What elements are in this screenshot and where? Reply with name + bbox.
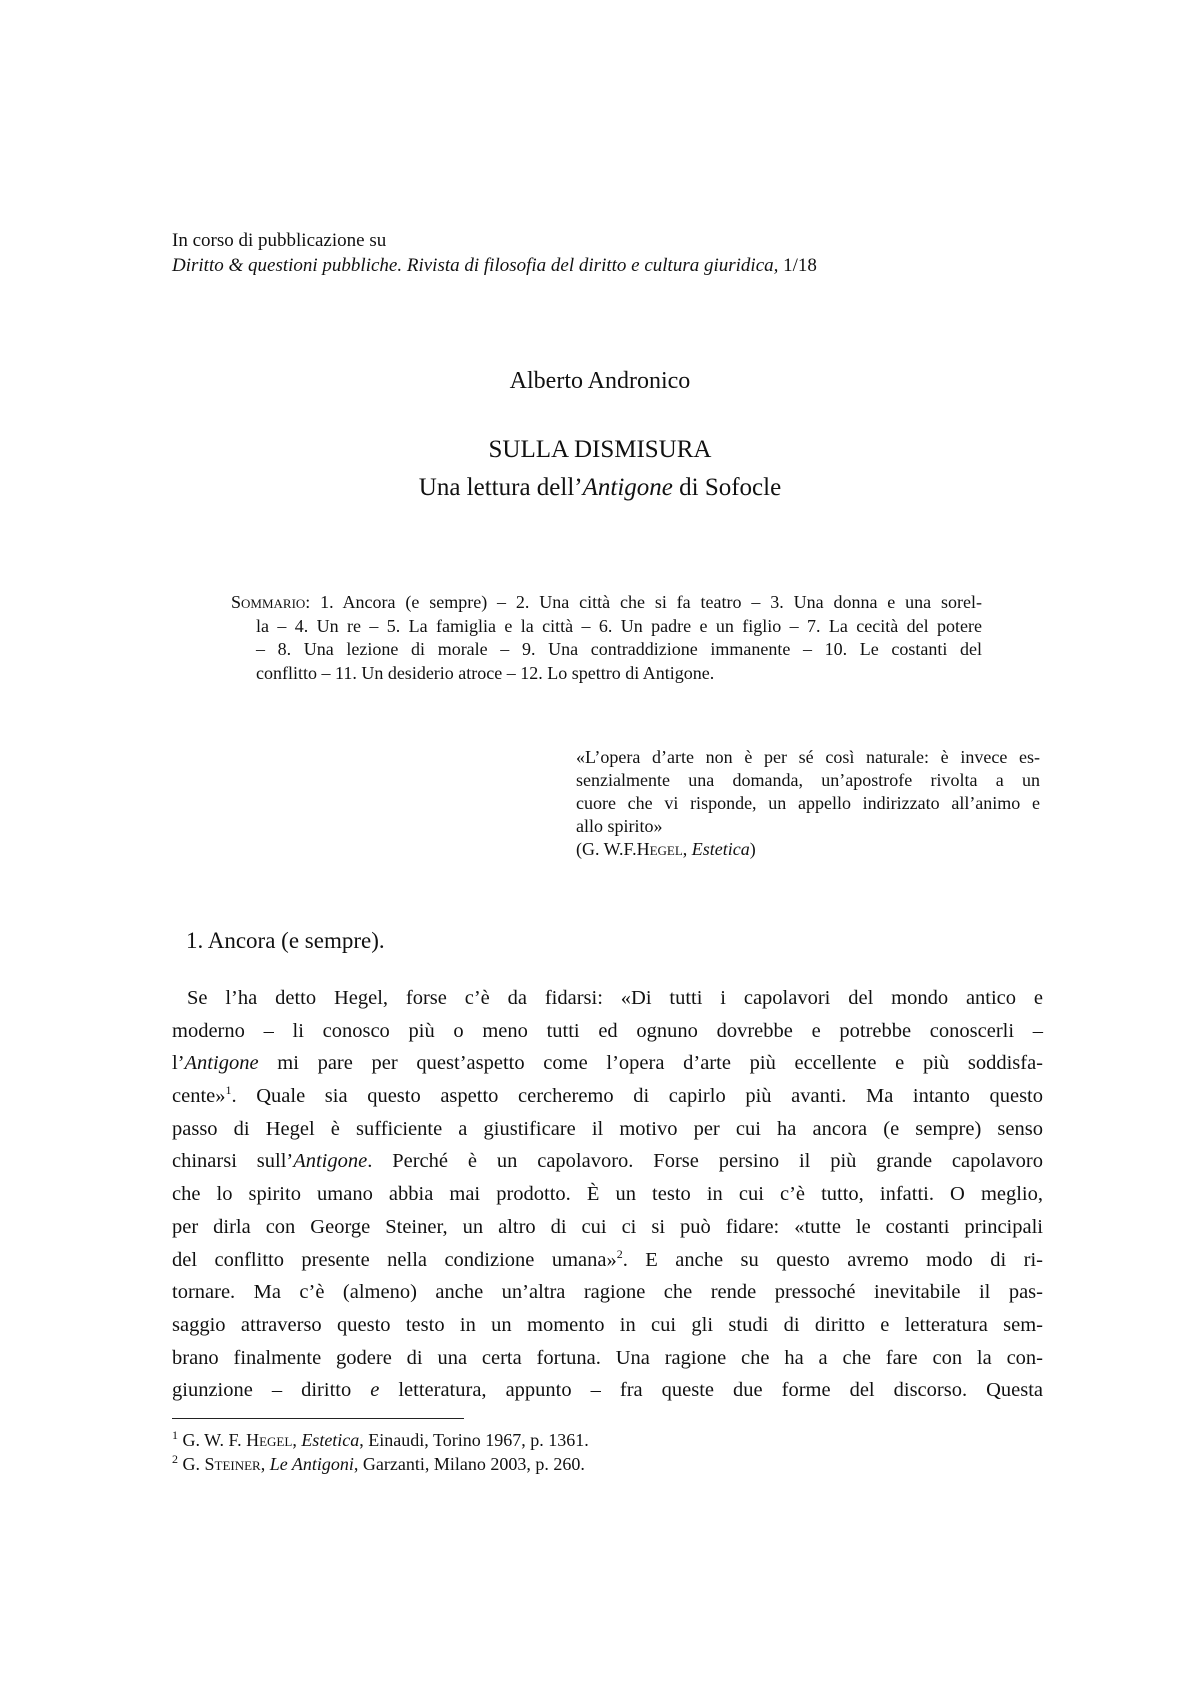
journal-issue: 1/18 xyxy=(778,255,817,276)
footnote-ref-1[interactable]: 1 xyxy=(225,1083,232,1098)
epigraph-citation: (G. W.F.Hegel, Estetica) xyxy=(576,839,756,859)
summary-line: Sommario: 1. Ancora (e sempre) – 2. Una città che si fa teatro – 3. Una donna e una sorel- xyxy=(231,592,982,612)
body-line: giunzione – diritto e letteratura, appunto – fra queste due forme del discorso. Questa xyxy=(172,1379,1044,1402)
header-line-2 xyxy=(172,253,817,278)
body-line: chinarsi sull’Antigone. Perché è un capolavoro. Forse persino il più grande capolavoro xyxy=(172,1150,1043,1173)
body-line: cente»$^1$. Quale sia questo aspetto cercheremo di capirlo più avanti. Ma intanto questo xyxy=(172,1083,1043,1108)
article-subtitle: Una lettura dell’Antigone di Sofocle xyxy=(418,474,782,501)
section-heading: 1. Ancora (e sempre). xyxy=(186,928,385,953)
summary-label: Sommario: xyxy=(231,592,311,612)
epigraph-line: «L’opera d’arte non è per sé così naturale: è invece es- xyxy=(576,747,1040,767)
body-line: saggio attraverso questo testo in un momento in cui gli studi di diritto e letteratura sem- xyxy=(172,1313,1043,1336)
footnote-1: $^1$ G. W. F. Hegel, Estetica, Einaudi, Torino 1967, p. 1361. xyxy=(172,1428,589,1450)
header-line-1: In corso di pubblicazione su xyxy=(172,230,387,251)
summary-line: – 8. Una lezione di morale – 9. Una contraddizione immanente – 10. Le costanti del xyxy=(256,639,982,659)
summary-block xyxy=(231,591,982,685)
journal-name: Diritto & questioni pubbliche. Rivista di filosofia del diritto e cultura giuridica, xyxy=(172,255,779,276)
body-line: del conflitto presente nella condizione umana»$^2$. E anche su questo avremo modo di ri- xyxy=(172,1246,1044,1271)
body-text xyxy=(172,982,1043,1407)
epigraph xyxy=(576,746,1040,861)
body-line: l’Antigone mi pare per quest’aspetto come l’opera d’arte più eccellente e più soddisfa- xyxy=(172,1052,1043,1075)
footnote-ref-2[interactable]: 2 xyxy=(616,1246,623,1261)
body-line: passo di Hegel è sufficiente a giustificare il motivo per cui ha ancora (e sempre) senso xyxy=(172,1117,1043,1140)
epigraph-line: allo spirito» xyxy=(576,816,663,836)
epigraph-line: cuore che vi risponde, un appello indirizzato all’animo e xyxy=(576,793,1040,813)
body-line: moderno – li conosco più o meno tutti ed ognuno dovrebbe e potrebbe conoscerli – xyxy=(172,1019,1043,1042)
footnotes xyxy=(172,1428,589,1476)
footnote-2: $^2$ G. Steiner, Le Antigoni, Garzanti, Milano 2003, p. 260. xyxy=(172,1452,585,1474)
epigraph-line: senzialmente una domanda, un’apostrofe rivolta a un xyxy=(576,770,1040,790)
body-line: Se l’ha detto Hegel, forse c’è da fidarsi: «Di tutti i capolavori del mondo antico e xyxy=(187,987,1043,1009)
summary-line: conflitto – 11. Un desiderio atroce – 12. Lo spettro di Antigone. xyxy=(256,662,715,683)
body-line: brano finalmente godere di una certa fortuna. Una ragione che ha a che fare con la con- xyxy=(172,1346,1043,1369)
article-title: SULLA DISMISURA xyxy=(488,436,712,463)
summary-line: la – 4. Un re – 5. La famiglia e la città – 6. Un padre e un figlio – 7. La cecità del potere xyxy=(256,615,982,636)
body-line: che lo spirito umano abbia mai prodotto. È un testo in cui c’è tutto, infatti. O meglio, xyxy=(172,1183,1043,1206)
body-line: tornare. Ma c’è (almeno) anche un’altra ragione che rende pressoché inevitabile il pas- xyxy=(172,1281,1043,1304)
publication-header xyxy=(172,228,817,278)
footnote-divider xyxy=(172,1418,464,1419)
body-line: per dirla con George Steiner, un altro di cui ci si può fidare: «tutte le costanti principali xyxy=(172,1215,1043,1238)
author-name: Alberto Andronico xyxy=(509,368,691,394)
